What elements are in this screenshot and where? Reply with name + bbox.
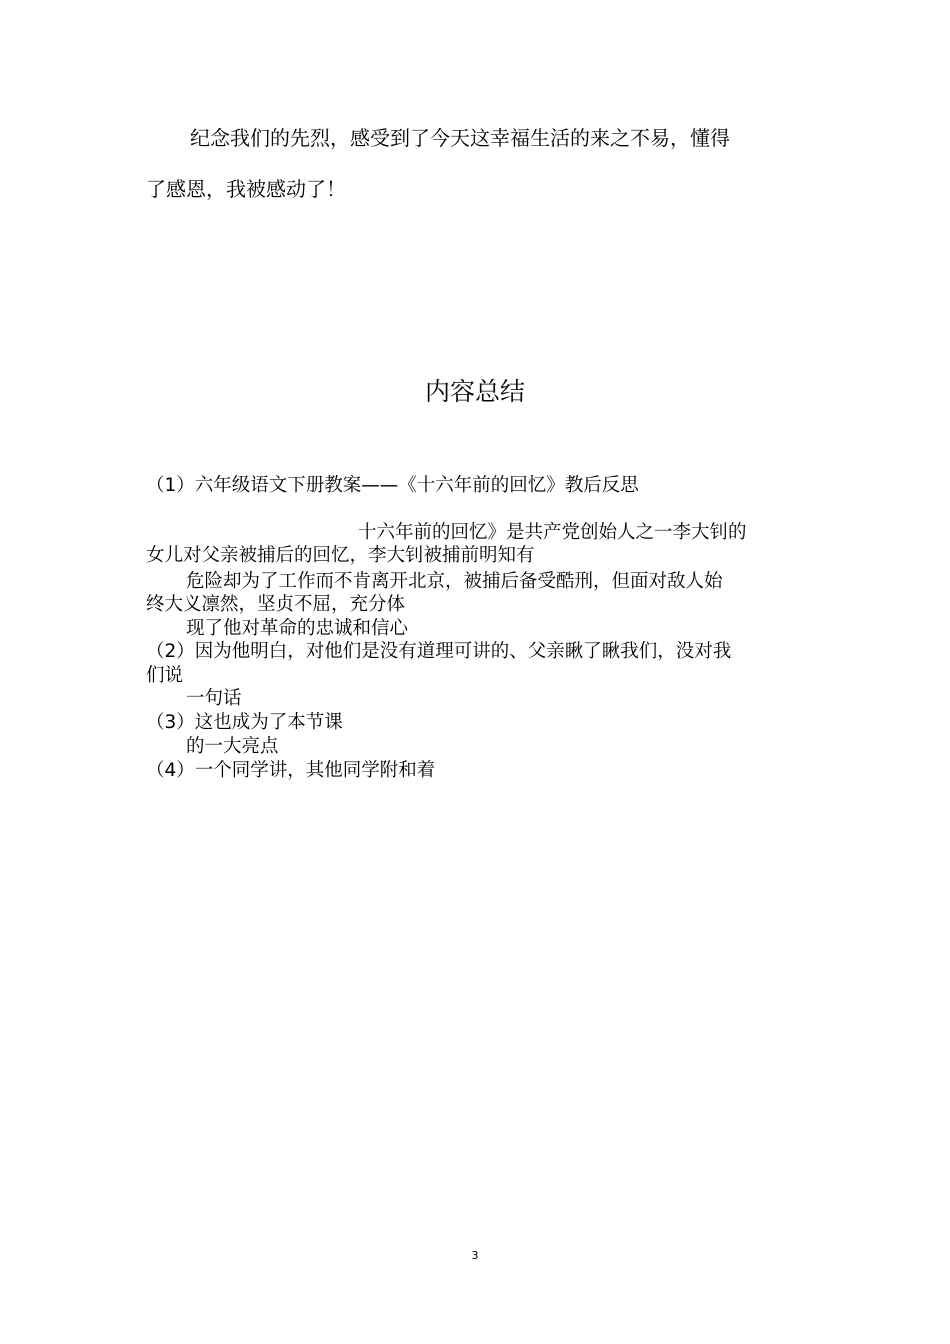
summary-item-4-line-1: （4）一个同学讲，其他同学附和着	[146, 760, 436, 781]
summary-paragraph-line-4: 终大义凛然，坚贞不屈，充分体	[146, 594, 406, 615]
summary-paragraph-line-2: 女儿对父亲被捕后的回忆，李大钊被捕前明知有	[146, 545, 535, 566]
summary-item-1-title: （1）六年级语文下册教案——《十六年前的回忆》教后反思	[146, 475, 639, 496]
summary-paragraph-line-1: 十六年前的回忆》是共产党创始人之一李大钊的	[358, 522, 747, 543]
summary-item-2-line-2: 们说	[146, 665, 184, 686]
summary-item-2-line-1: （2）因为他明白，对他们是没有道理可讲的、父亲瞅了瞅我们，没对我	[146, 641, 732, 662]
summary-paragraph-line-3: 危险却为了工作而不肯离开北京，被捕后备受酷刑，但面对敌人始	[186, 571, 723, 592]
summary-item-2-line-3: 一句话	[186, 688, 242, 709]
section-title: 内容总结	[424, 377, 525, 406]
page-number: 3	[471, 1249, 479, 1262]
intro-line-2: 了感恩，我被感动了！	[146, 177, 346, 201]
summary-item-3-line-2: 的一大亮点	[186, 736, 279, 757]
summary-paragraph-line-5: 现了他对革命的忠诚和信心	[186, 618, 409, 639]
intro-line-1: 纪念我们的先烈，感受到了今天这幸福生活的来之不易，懂得	[190, 126, 730, 150]
summary-item-3-line-1: （3）这也成为了本节课	[146, 712, 343, 733]
